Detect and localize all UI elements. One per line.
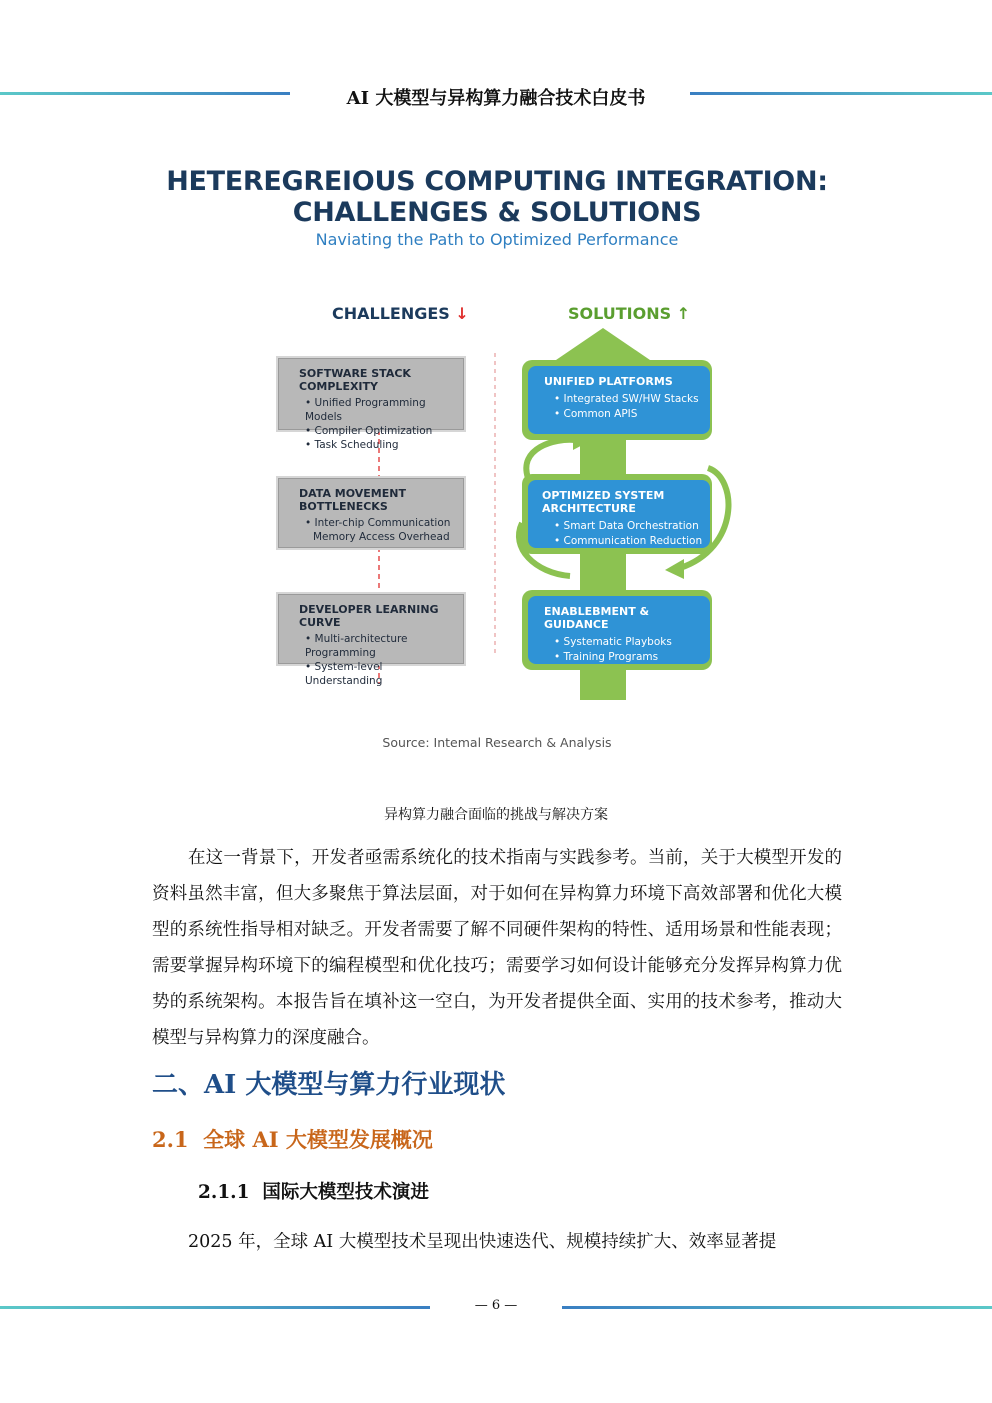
challenge-title: DEVELOPER LEARNING CURVE [299,603,439,629]
header-title: AI 大模型与异构算力融合技术白皮书 [346,88,646,109]
challenge-item: Memory Access Overhead [313,531,450,543]
challenge-item: • Unified Programming Models [305,397,426,423]
figure-caption: 异构算力融合面临的挑战与解决方案 [384,807,608,823]
challenge-title: SOFTWARE STACK COMPLEXITY [299,367,411,393]
challenge-item: • Task Scheduling [305,439,399,451]
subsubsection-heading: 2.1.1 国际大模型技术演进 [198,1182,429,1203]
solutions-heading-label: SOLUTIONS [568,304,672,323]
figure-title-line-2: CHALLENGES & SOLUTIONS [292,197,702,228]
solution-item: • Smart Data Orchestration [554,520,699,532]
cycle-arrow-top [526,440,575,478]
body-paragraph: 2025 年，全球 AI 大模型技术呈现出快速迭代、规模持续扩大、效率显著提 [188,1232,777,1252]
solution-card [528,480,710,548]
solution-card [528,366,710,434]
challenge-card [278,358,464,451]
solution-item: • Training Programs [554,651,659,663]
challenge-item: • Compiler Optimization [305,425,433,437]
figure-title-line-1: HETEREGREIOUS COMPUTING INTEGRATION: [166,166,828,197]
header-rule-left [0,92,290,95]
solution-title: OPTIMIZED SYSTEM ARCHITECTURE [542,489,665,515]
challenge-card [278,594,464,687]
challenge-item: • System-level Understanding [305,661,383,687]
figure-source: Source: Intemal Research & Analysis [382,735,612,750]
challenge-item: • Inter-chip Communication [305,517,451,529]
solution-item: • Systematic Playboks [554,636,672,648]
header-rule-right [690,92,992,95]
cycle-arrowhead-right [665,559,684,579]
challenges-heading-label: CHALLENGES [332,304,450,323]
solution-title: UNIFIED PLATFORMS [544,375,673,388]
solution-card [528,596,710,664]
figure-subtitle: Naviating the Path to Optimized Performance [315,230,679,249]
body-paragraph: 在这一背景下，开发者亟需系统化的技术指南与实践参考。当前，关于大模型开发的资料虽然丰富，但大多聚焦于算法层面，对于如何在异构算力环境下高效部署和优化大模型的系统性指导相对缺乏。开发者需要了解不同硬件架构的特性、适用场景和性能表现；需要掌握异构环境下的编程模型和优化技巧；需要学习如何设计能够充分发挥异构算力优势的系统架构。本报告旨在填补这一空白，为开发者提供全面、实用的技术参考，推动大模型与异构算力的深度融合。 [152,848,842,1048]
solution-item: • Common APIS [554,408,638,420]
up-arrow-icon: ↑ [676,304,691,323]
figure-graphics [150,148,844,760]
solution-title: ENABLEBMENT & GUIDANCE [544,605,650,631]
challenge-item: • Multi-architecture Programming [305,633,408,659]
page-number: — 6 — [474,1298,518,1313]
footer-rule-right [562,1306,992,1309]
solution-item: • Communication Reduction [554,535,703,547]
solution-item: • Integrated SW/HW Stacks [554,393,699,405]
down-arrow-icon: ↓ [455,304,469,323]
subsection-heading: 2.1 全球 AI 大模型发展概况 [152,1127,433,1152]
challenge-title: DATA MOVEMENT BOTTLENECKS [299,487,406,513]
section-heading: 二、AI 大模型与算力行业现状 [152,1070,506,1100]
figure [150,148,844,760]
challenge-card [278,478,464,548]
footer-rule-left [0,1306,430,1309]
